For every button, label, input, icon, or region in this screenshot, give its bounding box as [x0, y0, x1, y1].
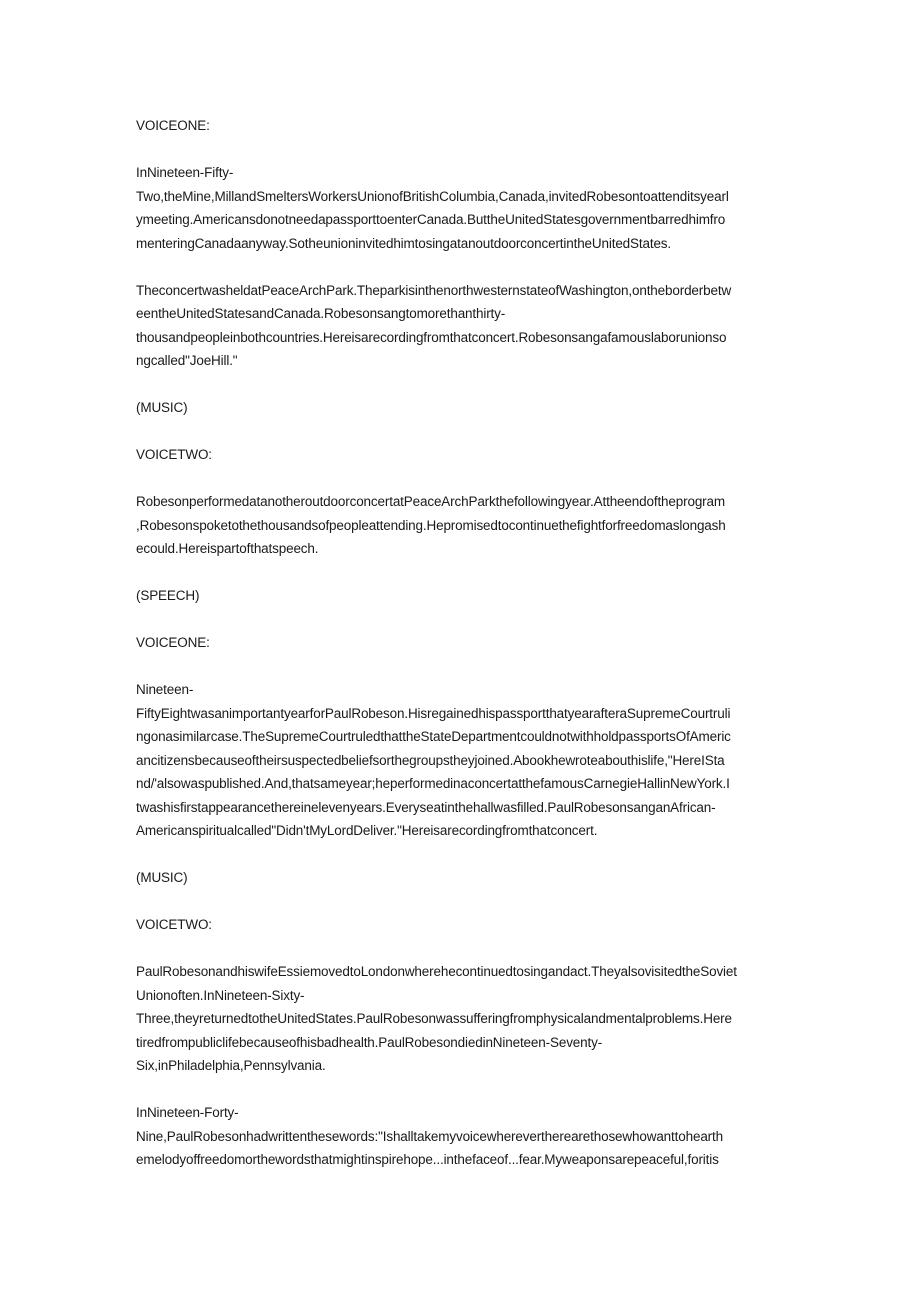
text-line: VOICEONE: — [136, 635, 210, 650]
paragraph-spacer — [136, 655, 788, 679]
speaker-label — [136, 443, 788, 467]
text-line: menteringCanadaanyway.SotheunioninvitedhimtosingatanoutdoorconcertintheUnitedStates. — [136, 235, 672, 251]
paragraph — [136, 490, 788, 561]
paragraph-spacer — [136, 467, 788, 491]
paragraph-spacer — [136, 1078, 788, 1102]
text-line: InNineteen-Fifty- — [136, 165, 234, 180]
paragraph-spacer — [136, 890, 788, 914]
paragraph-spacer — [136, 937, 788, 961]
text-line: eentheUnitedStatesandCanada.Robesonsangtomorethanthirty- — [136, 306, 506, 321]
text-line: Three,theyreturnedtotheUnitedStates.PaulRobesonwassufferingfromphysicalandmentalproblems.Here — [136, 1011, 732, 1026]
speaker-label — [136, 114, 788, 138]
text-line: Nine,PaulRobesonhadwrittenthesewords:"Ishalltakemyvoicewherevertherearethosewhowanttohearth — [136, 1128, 723, 1144]
paragraph-spacer — [136, 608, 788, 632]
speaker-label — [136, 584, 788, 608]
text-line: (MUSIC) — [136, 400, 188, 415]
speaker-label — [136, 913, 788, 937]
text-line: VOICETWO: — [136, 917, 212, 932]
text-line: VOICEONE: — [136, 118, 210, 133]
text-line: VOICETWO: — [136, 447, 212, 462]
paragraph-spacer — [136, 373, 788, 397]
paragraph — [136, 161, 788, 255]
paragraph — [136, 279, 788, 373]
text-line: Nineteen- — [136, 682, 194, 697]
paragraph-spacer — [136, 138, 788, 162]
text-line: (MUSIC) — [136, 870, 188, 885]
text-line: PaulRobesonandhiswifeEssiemovedtoLondonwherehecontinuedtosingandact.TheyalsovisitedtheSoviet — [136, 964, 737, 979]
paragraph-spacer — [136, 255, 788, 279]
paragraph — [136, 678, 788, 843]
text-line: ancitizensbecauseoftheirsuspectedbeliefsorthegroupstheyjoined.Abookhewroteabouthislife,"HereISta — [136, 752, 725, 768]
text-line: InNineteen-Forty- — [136, 1105, 239, 1120]
text-line: ngonasimilarcase.TheSupremeCourtruledthattheStateDepartmentcouldnotwithholdpassportsOfAmeric — [136, 729, 731, 744]
text-line: FiftyEightwasanimportantyearforPaulRobeson.HisregainedhispassportthatyearafteraSupremeCourtruli — [136, 705, 731, 721]
paragraph — [136, 960, 788, 1078]
speaker-label — [136, 866, 788, 890]
text-line: thousandpeopleinbothcountries.Hereisarecordingfromthatconcert.Robesonsangafamouslaborunionso — [136, 329, 727, 345]
document-body — [136, 114, 788, 1172]
text-line: twashisfirstappearancethereinelevenyears.Everyseatinthehallwasfilled.PaulRobesonsanganAfrican- — [136, 799, 716, 815]
paragraph — [136, 1101, 788, 1172]
text-line: ,Robesonspoketothethousandsofpeopleattending.Hepromisedtocontinuethefightforfreedomaslongash — [136, 517, 726, 533]
text-line: (SPEECH) — [136, 588, 200, 603]
text-line: ngcalled"JoeHill." — [136, 353, 238, 368]
text-line: RobesonperformedatanotheroutdoorconcertatPeaceArchParkthefollowingyear.Attheendoftheprogram — [136, 494, 725, 509]
text-line: ymeeting.AmericansdonotneedapassporttoenterCanada.ButtheUnitedStatesgovernmentbarredhimfro — [136, 212, 726, 227]
text-line: Unionoften.InNineteen-Sixty- — [136, 987, 305, 1003]
text-line: Two,theMine,MillandSmeltersWorkersUnionofBritishColumbia,Canada,invitedRobesontoattenditsyearl — [136, 188, 729, 204]
text-line: emelodyoffreedomorthewordsthatmightinspirehope...inthefaceof...fear.Myweaponsarepeaceful,foritis — [136, 1152, 719, 1167]
text-line: TheconcertwasheldatPeaceArchPark.TheparkisinthenorthwesternstateofWashington,ontheborderbetw — [136, 282, 732, 298]
paragraph-spacer — [136, 843, 788, 867]
text-line: ecould.Hereispartofthatspeech. — [136, 541, 319, 556]
speaker-label — [136, 631, 788, 655]
speaker-label — [136, 396, 788, 420]
text-line: nd/'alsowaspublished.And,thatsameyear;heperformedinaconcertatthefamousCarnegieHallinNewYork.I — [136, 776, 730, 791]
paragraph-spacer — [136, 561, 788, 585]
text-line: Six,inPhiladelphia,Pennsylvania. — [136, 1058, 326, 1073]
text-line: Americanspiritualcalled"Didn'tMyLordDeliver."Hereisarecordingfromthatconcert. — [136, 823, 598, 838]
text-line: tiredfrompubliclifebecauseofhisbadhealth.PaulRobesondiedinNineteen-Seventy- — [136, 1034, 603, 1050]
paragraph-spacer — [136, 420, 788, 444]
